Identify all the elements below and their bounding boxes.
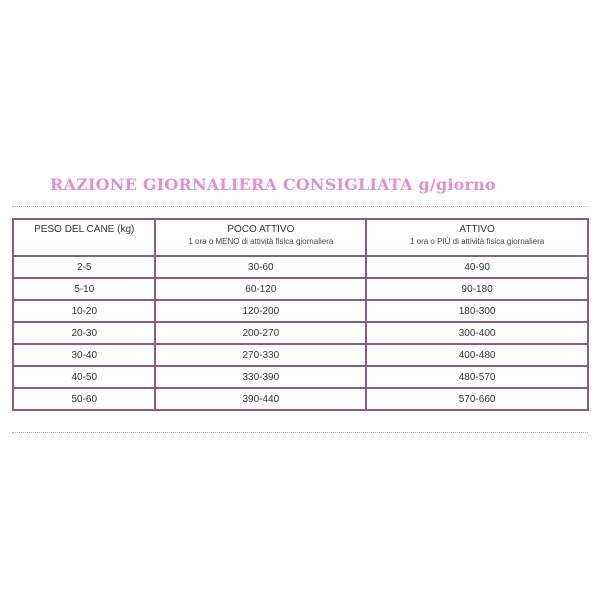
header-peso-label: PESO DEL CANE (kg): [34, 224, 135, 235]
cell-attivo: 570-660: [366, 388, 588, 410]
cell-poco-attivo: 330-390: [155, 366, 366, 388]
cell-attivo: 180-300: [366, 300, 588, 322]
header-poco-attivo-note: 1 ora o MENO di attività fisica giornaliera: [188, 237, 334, 246]
table-row: [13, 366, 588, 388]
cell-peso: 2-5: [13, 256, 155, 278]
dotted-divider-bottom: [12, 432, 588, 433]
cell-attivo: 400-480: [366, 344, 588, 366]
cell-peso: 50-60: [13, 388, 155, 410]
header-peso: [13, 219, 155, 256]
cell-poco-attivo: 270-330: [155, 344, 366, 366]
header-attivo-label: ATTIVO: [459, 224, 495, 235]
cell-peso: 20-30: [13, 322, 155, 344]
page-title: RAZIONE GIORNALIERA CONSIGLIATA g/giorno: [50, 175, 496, 194]
table-row: [13, 300, 588, 322]
cell-poco-attivo: 200-270: [155, 322, 366, 344]
cell-poco-attivo: 390-440: [155, 388, 366, 410]
cell-peso: 30-40: [13, 344, 155, 366]
header-attivo-note: 1 ora o PIÙ di attività fisica giornaliera: [409, 237, 545, 246]
table-header-row: [13, 219, 588, 256]
cell-peso: 40-50: [13, 366, 155, 388]
cell-poco-attivo: 60-120: [155, 278, 366, 300]
table-row: [13, 322, 588, 344]
cell-attivo: 40-90: [366, 256, 588, 278]
cell-peso: 5-10: [13, 278, 155, 300]
table-row: [13, 344, 588, 366]
cell-attivo: 480-570: [366, 366, 588, 388]
table-row: [13, 388, 588, 410]
header-poco-attivo: [155, 219, 366, 256]
cell-attivo: 300-400: [366, 322, 588, 344]
cell-poco-attivo: 30-60: [155, 256, 366, 278]
ration-table: [12, 218, 589, 411]
cell-poco-attivo: 120-200: [155, 300, 366, 322]
header-poco-attivo-label: POCO ATTIVO: [227, 224, 295, 235]
header-attivo: [366, 219, 588, 256]
table-row: [13, 278, 588, 300]
dotted-divider-top: [12, 206, 588, 207]
table-row: [13, 256, 588, 278]
cell-attivo: 90-180: [366, 278, 588, 300]
cell-peso: 10-20: [13, 300, 155, 322]
